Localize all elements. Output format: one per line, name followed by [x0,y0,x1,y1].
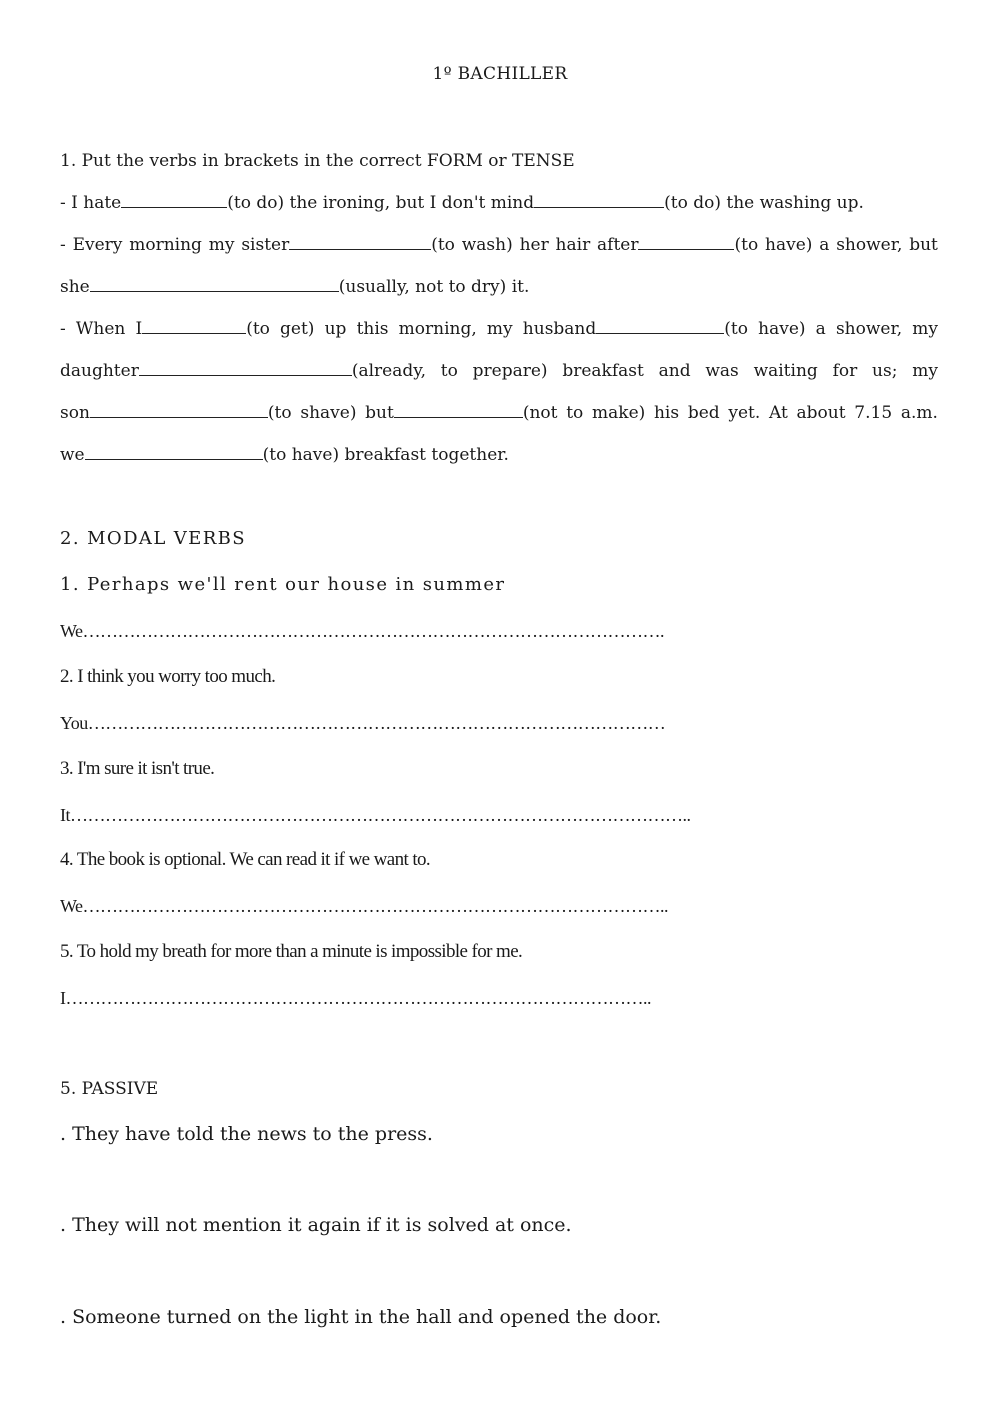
modal-answer-4[interactable]: We……………………………………………………………………………………….. [60,896,669,916]
passive-sentence-2: . They will not mention it again if it is solved at once. [60,1214,572,1236]
section2-heading: 2. MODAL VERBS [60,528,247,549]
sentence-3-line-3: son (to shave) but (not to make) his bed yet. At about 7.15 a.m. [60,403,938,423]
sentence-2-line-2: she (usually, not to dry) it. [60,277,530,297]
sentence-3-line-4: we (to have) breakfast together. [60,445,509,465]
passive-sentence-1: . They have told the news to the press. [60,1123,433,1145]
answer-blank[interactable] [638,234,734,250]
modal-question-5: 5. To hold my breath for more than a minute is impossible for me. [60,941,523,962]
answer-blank[interactable] [142,318,246,334]
answer-blank[interactable] [139,360,352,376]
modal-question-2: 2. I think you worry too much. [60,666,276,687]
modal-question-3: 3. I'm sure it isn't true. [60,758,215,779]
sentence-1: - I hate (to do) the ironing, but I don't mind (to do) the washing up. [60,193,864,213]
modal-answer-1[interactable]: We………………………………………………………………………………………. [60,621,665,641]
modal-answer-5[interactable]: I……………………………………………………………………………………….. [60,988,651,1008]
passive-sentence-3: . Someone turned on the light in the hall and opened the door. [60,1306,662,1328]
answer-blank[interactable] [85,444,263,460]
sentence-2-line-1: - Every morning my sister (to wash) her hair after (to have) a shower, but [60,235,938,255]
section3-heading: 5. PASSIVE [60,1079,159,1099]
modal-answer-2[interactable]: You……………………………………………………………………………………… [60,713,666,733]
modal-question-1: 1. Perhaps we'll rent our house in summer [60,574,506,595]
sentence-3-line-2: daughter (already, to prepare) breakfast and was waiting for us; my [60,361,938,381]
answer-blank[interactable] [90,402,268,418]
sentence-3-line-1: - When I (to get) up this morning, my husband (to have) a shower, my [60,319,938,339]
page-title: 1º BACHILLER [432,64,568,84]
answer-blank[interactable] [121,192,227,208]
section1-heading: 1. Put the verbs in brackets in the correct FORM or TENSE [60,151,575,171]
modal-answer-3[interactable]: It…………………………………………………………………………………………….. [60,805,691,825]
answer-blank[interactable] [596,318,724,334]
answer-blank[interactable] [289,234,431,250]
answer-blank[interactable] [394,402,523,418]
answer-blank[interactable] [534,192,664,208]
answer-blank[interactable] [90,276,339,292]
modal-question-4: 4. The book is optional. We can read it if we want to. [60,849,431,870]
